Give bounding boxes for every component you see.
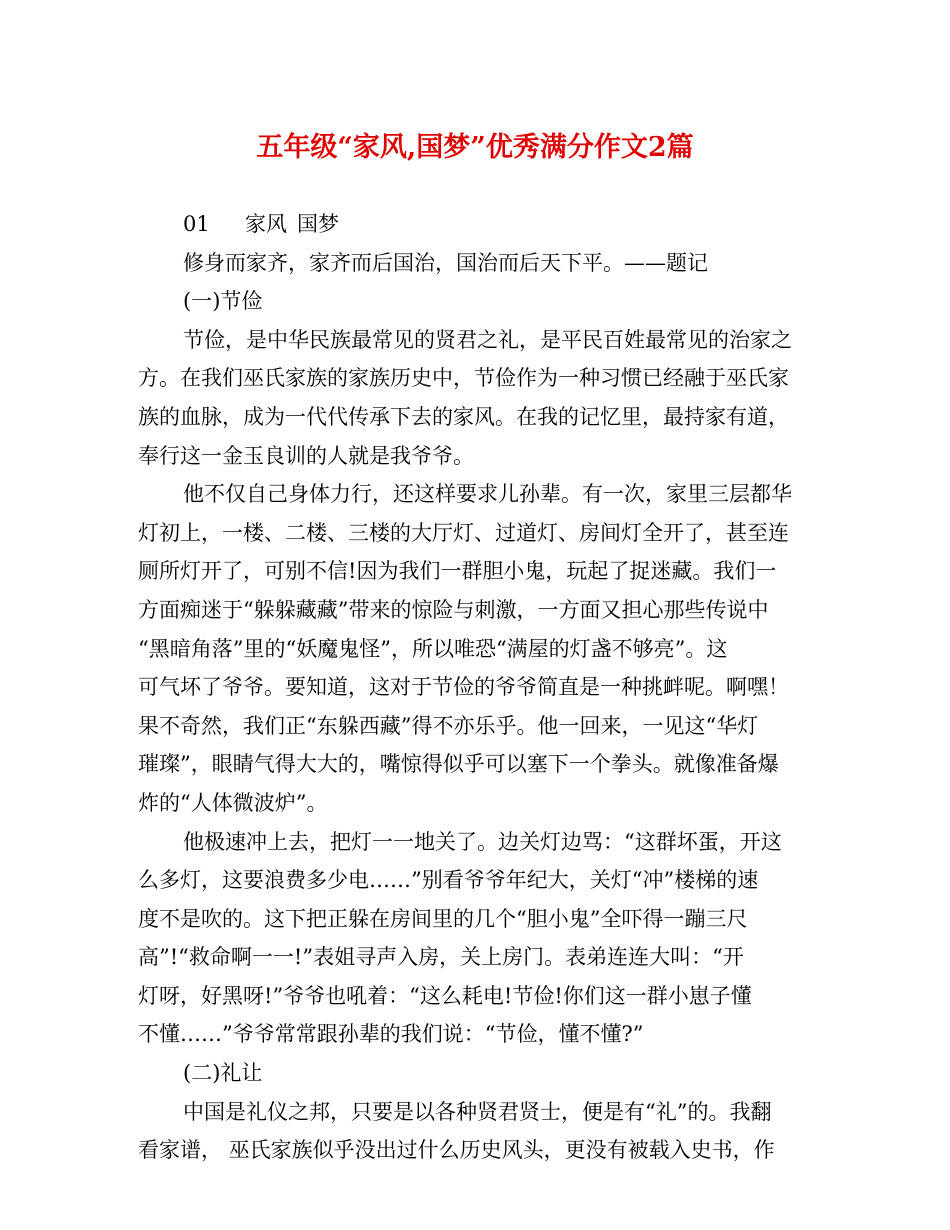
paragraph-line: 他不仅自己身体力行，还这样要求儿孙辈。有一次，家里三层都华 (183, 482, 792, 507)
paragraph-line: “黑暗角落”里的“妖魔鬼怪”，所以唯恐“满屋的灯盏不够亮”。这 (138, 636, 728, 661)
paragraph-line: 么多灯，这要浪费多少电……”别看爷爷年纪大，关灯“冲”楼梯的速 (138, 868, 759, 893)
section-heading: (一)节俭 (183, 289, 263, 314)
paragraph-line: 高”!“救命啊一一!”表姐寻声入房，关上房门。表弟连连大叫：“开 (138, 945, 744, 970)
paragraph-line: 灯初上，一楼、二楼、三楼的大厅灯、过道灯、房间灯全开了，甚至连 (138, 520, 789, 545)
paragraph-line: 果不奇然，我们正“东躲西藏”得不亦乐乎。他一回来，一见这“华灯 (138, 713, 759, 738)
essay-heading (138, 205, 814, 244)
paragraph-line: 灯呀，好黑呀!”爷爷也吼着：“这么耗电!节俭!你们这一群小崽子懂 (138, 983, 752, 1008)
epigraph-line: 修身而家齐，家齐而后国治，国治而后天下平。——题记 (183, 250, 708, 275)
paragraph-line: 中国是礼仪之邦，只要是以各种贤君贤士，便是有“礼”的。我翻 (183, 1099, 772, 1124)
paragraph-line: 看家谱， 巫氏家族似乎没出过什么历史风头，更没有被载入史书，作 (138, 1138, 775, 1163)
essay-title-part-1: 家风 (245, 212, 287, 236)
paragraph-line: 度不是吹的。这下把正躲在房间里的几个“胆小鬼”全吓得一蹦三尺 (138, 906, 748, 931)
paragraph-line: 炸的“人体微波炉”。 (138, 790, 328, 815)
paragraph-line: 可气坏了爷爷。要知道，这对于节俭的爷爷简直是一种挑衅呢。啊嘿！ (138, 675, 789, 700)
paragraph-line: 节俭，是中华民族最常见的贤君之礼，是平民百姓最常见的治家之 (183, 327, 792, 352)
essay-title-part-2: 国梦 (297, 212, 339, 236)
paragraph-line: 不懂……”爷爷常常跟孙辈的我们说：“节俭，懂不懂?” (138, 1022, 644, 1047)
document-body (138, 205, 814, 1170)
paragraph-line: 方面痴迷于“躲躲藏藏”带来的惊险与刺激，一方面又担心那些传说中 (138, 597, 769, 622)
section-heading: (二)礼让 (183, 1061, 263, 1086)
essay-number: 01 (183, 212, 210, 236)
paragraph-line: 奉行这一金玉良训的人就是我爷爷。 (138, 443, 474, 468)
paragraph-line: 璀璨”，眼睛气得大大的，嘴惊得似乎可以塞下一个拳头。就像准备爆 (138, 752, 779, 777)
paragraph-line: 族的血脉，成为一代代传承下去的家风。在我的记忆里，最持家有道， (138, 404, 789, 429)
document-title: 五年级“家风,国梦”优秀满分作文2篇 (256, 132, 694, 163)
paragraph-line: 他极速冲上去，把灯一一地关了。边关灯边骂：“这群坏蛋，开这 (183, 829, 782, 854)
paragraph-line: 厕所灯开了，可别不信!因为我们一群胆小鬼，玩起了捉迷藏。我们一 (138, 559, 777, 584)
paragraph-line: 方。在我们巫氏家族的家族历史中，节俭作为一种习惯已经融于巫氏家 (138, 366, 789, 391)
